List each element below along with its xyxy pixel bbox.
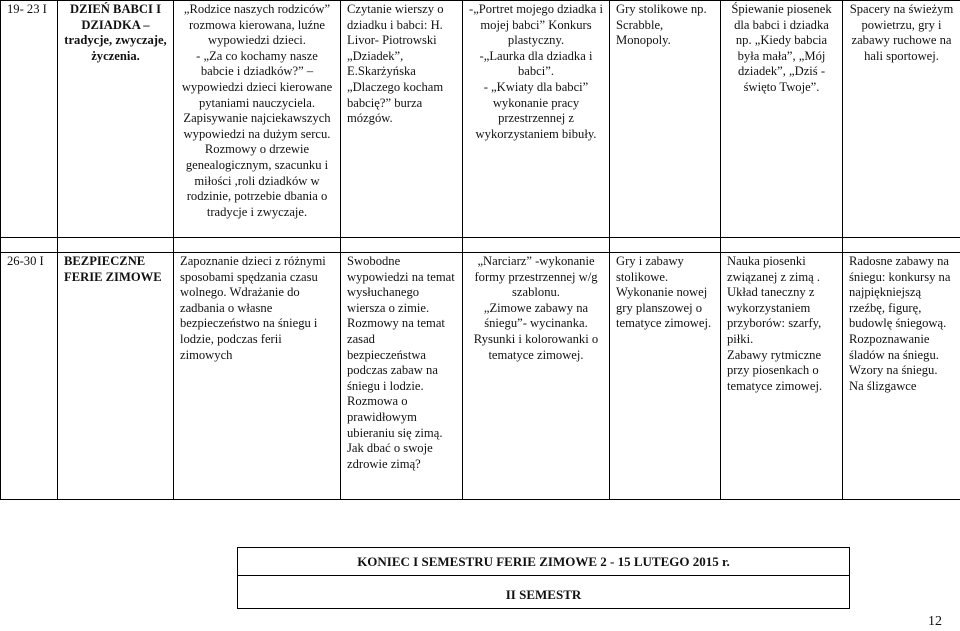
semester-footer: [237, 547, 850, 609]
table-row: [1, 1, 960, 238]
activities-games-cell: Gry stolikowe np. Scrabble, Monopoly.: [610, 1, 721, 238]
activities-speech-cell: Zapoznanie dzieci z różnymi sposobami spędzania czasu wolnego. Wdrażanie do zadbania o własne bezpieczeństwo na śniegu i lodzie, podczas ferii zimowych: [174, 253, 341, 500]
activities-music-cell: Śpiewanie piosenek dla babci i dziadka np. „Kiedy babcia była mała”, „Mój dziadek”, „Dziś - święto Twoje”.: [721, 1, 843, 238]
page-number: 12: [928, 614, 942, 629]
semester-end-notice: KONIEC I SEMESTRU FERIE ZIMOWE 2 - 15 LUTEGO 2015 r.: [238, 548, 849, 576]
activities-reading-cell: Czytanie wierszy o dziadku i babci: H. Livor- Piotrowski „Dziadek”, E.Skarżyńska „Dlaczego kocham babcię?” burza mózgów.: [341, 1, 463, 238]
date-cell: 19- 23 I: [1, 1, 58, 238]
topic-cell: DZIEŃ BABCI I DZIADKA – tradycje, zwyczaje, życzenia.: [58, 1, 174, 238]
activities-reading-cell: Swobodne wypowiedzi na temat wysłuchanego wiersza o zimie. Rozmowy na temat zasad bezpieczeństwa podczas zabaw na śniegu i lodzie. Rozmowa o prawidłowym ubieraniu się zimą. Jak dbać o swoje zdrowie zimą?: [341, 253, 463, 500]
second-semester-label: II SEMESTR: [505, 587, 582, 602]
activities-movement-cell: Spacery na świeżym powietrzu, gry i zabawy ruchowe na hali sportowej.: [843, 1, 960, 238]
table-row: [1, 253, 960, 500]
activities-art-cell: -„Portret mojego dziadka i mojej babci” Konkurs plastyczny. -„Laurka dla dziadka i babci”. - „Kwiaty dla babci” wykonanie pracy przestrzennej z wykorzystaniem bibuły.: [463, 1, 610, 238]
activities-music-cell: Nauka piosenki związanej z zimą . Układ taneczny z wykorzystaniem przyborów: szarfy, piłki. Zabawy rytmiczne przy piosenkach o tematyce zimowej.: [721, 253, 843, 500]
topic-cell: BEZPIECZNE FERIE ZIMOWE: [58, 253, 174, 500]
activities-art-cell: „Narciarz” -wykonanie formy przestrzennej w/g szablonu. „Zimowe zabawy na śniegu”- wycinanka. Rysunki i kolorowanki o tematyce zimowej.: [463, 253, 610, 500]
activities-speech-cell: „Rodzice naszych rodziców” rozmowa kierowana, luźne wypowiedzi dzieci. - „Za co kochamy nasze babcie i dziadków?” – wypowiedzi dzieci kierowane pytaniami nauczyciela. Zapisywanie najciekawszych wypowiedzi na dużym sercu. Rozmowy o drzewie genealogicznym, szacunku i miłości ,roli dziadków w rodzinie, potrzebie dbania o tradycje i zwyczaje.: [174, 1, 341, 238]
row-spacer: [1, 238, 960, 253]
activities-movement-cell: Radosne zabawy na śniegu: konkursy na najpiękniejszą rzeźbę, figurę, budowlę śniegową. Rozpoznawanie śladów na śniegu. Wzory na śniegu. Na ślizgawce: [843, 253, 960, 500]
date-cell: 26-30 I: [1, 253, 58, 500]
activities-games-cell: Gry i zabawy stolikowe. Wykonanie nowej gry planszowej o tematyce zimowej.: [610, 253, 721, 500]
